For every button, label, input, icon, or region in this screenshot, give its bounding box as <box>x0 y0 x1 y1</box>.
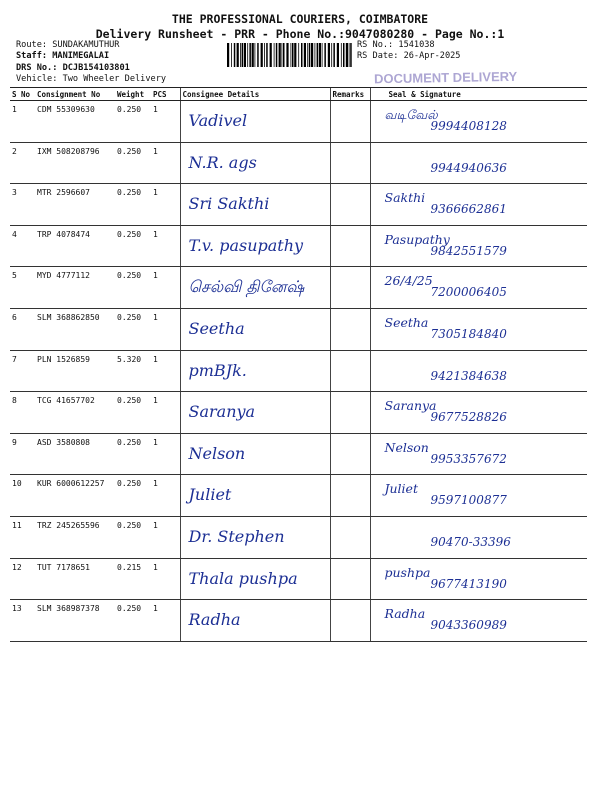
consignee-cell <box>180 267 330 309</box>
serial-number: 4 <box>10 225 35 267</box>
consignee-name-handwritten: Sri Sakthi <box>188 194 270 214</box>
signature-cell <box>370 558 587 600</box>
consignee-cell <box>180 392 330 434</box>
company-title: THE PROFESSIONAL COURIERS, COIMBATORE <box>171 12 429 26</box>
weight-value: 0.250 <box>115 225 151 267</box>
svg-text:DOCUMENT DELIVERY: DOCUMENT DELIVERY <box>373 68 518 87</box>
consignee-cell <box>180 600 330 642</box>
signature-cell <box>370 267 587 309</box>
consignee-cell <box>180 516 330 558</box>
runsheet-subtitle: Delivery Runsheet - PRR - Phone No.:9047080280 - Page No.:1 <box>95 27 505 41</box>
serial-number: 8 <box>10 392 35 434</box>
phone-handwritten: 9842551579 <box>430 243 507 258</box>
signature-cell <box>370 600 587 642</box>
phone-handwritten: 9677528826 <box>430 410 507 425</box>
weight-value: 0.250 <box>115 267 151 309</box>
drs-number: DRS No.: DCJB154103801 <box>16 63 130 73</box>
document-delivery-stamp <box>370 68 540 86</box>
signature-handwritten: Saranya <box>384 398 437 414</box>
table-row <box>10 267 587 309</box>
consignee-name-handwritten: T.v. pasupathy <box>188 235 304 255</box>
pieces-count: 1 <box>151 475 180 517</box>
consignee-name-handwritten: செல்வி தினேஷ் <box>188 277 305 297</box>
signature-cell <box>370 433 587 475</box>
phone-handwritten: 9043360989 <box>430 618 507 633</box>
serial-number: 7 <box>10 350 35 392</box>
weight-value: 0.250 <box>115 308 151 350</box>
col-header-weight: Weight <box>115 88 151 101</box>
consignment-number: TCG 41657702 <box>35 392 115 434</box>
remarks-cell <box>330 475 370 517</box>
remarks-cell <box>330 600 370 642</box>
remarks-cell <box>330 392 370 434</box>
weight-value: 0.250 <box>115 600 151 642</box>
weight-value: 0.250 <box>115 101 151 143</box>
signature-handwritten: Sakthi <box>384 190 426 206</box>
pieces-count: 1 <box>151 392 180 434</box>
rs-number: RS No.: 1541038 <box>357 40 435 50</box>
signature-handwritten: வடிவேல் <box>384 107 438 122</box>
consignment-number: SLM 368862850 <box>35 308 115 350</box>
pieces-count: 1 <box>151 142 180 184</box>
consignee-cell <box>180 101 330 143</box>
table-row <box>10 516 587 558</box>
consignee-name-handwritten: Dr. Stephen <box>188 526 285 546</box>
signature-cell <box>370 184 587 226</box>
pieces-count: 1 <box>151 225 180 267</box>
signature-cell <box>370 308 587 350</box>
weight-value: 0.215 <box>115 558 151 600</box>
consignment-number: TUT 7178651 <box>35 558 115 600</box>
remarks-cell <box>330 267 370 309</box>
signature-cell <box>370 392 587 434</box>
consignee-cell <box>180 184 330 226</box>
weight-value: 0.250 <box>115 475 151 517</box>
consignment-number: KUR 6000612257 <box>35 475 115 517</box>
phone-handwritten: 7305184840 <box>430 326 507 341</box>
signature-handwritten: Nelson <box>384 439 429 455</box>
remarks-cell <box>330 516 370 558</box>
table-row <box>10 225 587 267</box>
pieces-count: 1 <box>151 308 180 350</box>
pieces-count: 1 <box>151 267 180 309</box>
signature-handwritten: Seetha <box>384 314 429 330</box>
serial-number: 2 <box>10 142 35 184</box>
phone-handwritten: 9994408128 <box>430 119 507 133</box>
consignee-name-handwritten: Nelson <box>188 443 246 463</box>
serial-number: 11 <box>10 516 35 558</box>
signature-cell <box>370 516 587 558</box>
weight-value: 0.250 <box>115 392 151 434</box>
table-row <box>10 142 587 184</box>
weight-value: 0.250 <box>115 142 151 184</box>
pieces-count: 1 <box>151 350 180 392</box>
consignment-number: TRP 4078474 <box>35 225 115 267</box>
consignment-number: TRZ 245265596 <box>35 516 115 558</box>
phone-handwritten: 9366662861 <box>430 202 507 217</box>
consignment-number: ASD 3580808 <box>35 433 115 475</box>
signature-cell <box>370 350 587 392</box>
consignee-name-handwritten: Saranya <box>188 402 256 422</box>
phone-handwritten: 9953357672 <box>430 451 507 466</box>
col-header-remarks: Remarks <box>330 88 370 101</box>
consignee-cell <box>180 225 330 267</box>
serial-number: 12 <box>10 558 35 600</box>
col-header-signature: Seal & Signature <box>370 88 587 101</box>
signature-handwritten: Juliet <box>384 481 418 497</box>
col-header-consignment: Consignment No <box>35 88 115 101</box>
table-row <box>10 475 587 517</box>
weight-value: 0.250 <box>115 516 151 558</box>
col-header-pcs: PCS <box>151 88 180 101</box>
consignee-name-handwritten: N.R. ags <box>188 152 257 172</box>
pieces-count: 1 <box>151 433 180 475</box>
signature-cell <box>370 142 587 184</box>
consignee-name-handwritten: Seetha <box>188 318 245 338</box>
weight-value: 0.250 <box>115 184 151 226</box>
table-row <box>10 433 587 475</box>
pieces-count: 1 <box>151 184 180 226</box>
remarks-cell <box>330 350 370 392</box>
weight-value: 5.320 <box>115 350 151 392</box>
remarks-cell <box>330 558 370 600</box>
consignee-cell <box>180 433 330 475</box>
staff-label: Staff: MANIMEGALAI <box>16 51 110 61</box>
signature-handwritten: Radha <box>384 606 426 622</box>
remarks-cell <box>330 184 370 226</box>
serial-number: 6 <box>10 308 35 350</box>
consignee-name-handwritten: Juliet <box>188 485 232 505</box>
route-label: Route: SUNDAKAMUTHUR <box>16 40 120 50</box>
consignee-cell <box>180 308 330 350</box>
consignment-number: CDM 55309630 <box>35 101 115 143</box>
consignment-number: PLN 1526859 <box>35 350 115 392</box>
remarks-cell <box>330 225 370 267</box>
table-row <box>10 101 587 143</box>
table-row <box>10 558 587 600</box>
serial-number: 13 <box>10 600 35 642</box>
table-header-row <box>10 88 587 101</box>
consignee-cell <box>180 350 330 392</box>
consignee-cell <box>180 475 330 517</box>
col-header-consignee: Consignee Details <box>180 88 330 101</box>
consignee-name-handwritten: pmBJk. <box>188 360 247 380</box>
signature-cell <box>370 225 587 267</box>
serial-number: 5 <box>10 267 35 309</box>
table-row <box>10 600 587 642</box>
vehicle-label: Vehicle: Two Wheeler Delivery <box>16 74 167 84</box>
remarks-cell <box>330 142 370 184</box>
pieces-count: 1 <box>151 558 180 600</box>
table-row <box>10 308 587 350</box>
phone-handwritten: 9677413190 <box>430 576 507 591</box>
pieces-count: 1 <box>151 101 180 143</box>
consignee-cell <box>180 142 330 184</box>
table-row <box>10 392 587 434</box>
remarks-cell <box>330 433 370 475</box>
phone-handwritten: 9944940636 <box>430 160 507 175</box>
pieces-count: 1 <box>151 516 180 558</box>
table-row <box>10 350 587 392</box>
consignee-cell <box>180 558 330 600</box>
barcode-image <box>227 43 353 67</box>
serial-number: 3 <box>10 184 35 226</box>
rs-date: RS Date: 26-Apr-2025 <box>357 51 461 61</box>
remarks-cell <box>330 308 370 350</box>
signature-handwritten: pushpa <box>384 564 431 580</box>
pieces-count: 1 <box>151 600 180 642</box>
phone-handwritten: 9597100877 <box>430 493 507 508</box>
consignee-name-handwritten: Vadivel <box>188 111 248 130</box>
serial-number: 1 <box>10 101 35 143</box>
consignment-number: SLM 368987378 <box>35 600 115 642</box>
serial-number: 9 <box>10 433 35 475</box>
signature-handwritten: Pasupathy <box>384 231 450 247</box>
table-row <box>10 184 587 226</box>
consignment-number: MYD 4777112 <box>35 267 115 309</box>
signature-cell <box>370 101 587 143</box>
runsheet-table <box>10 87 587 642</box>
phone-handwritten: 9421384638 <box>430 368 507 383</box>
phone-handwritten: 7200006405 <box>430 285 507 300</box>
phone-handwritten: 90470-33396 <box>430 534 511 549</box>
serial-number: 10 <box>10 475 35 517</box>
consignee-name-handwritten: Thala pushpa <box>188 568 298 588</box>
weight-value: 0.250 <box>115 433 151 475</box>
consignee-name-handwritten: Radha <box>188 610 241 630</box>
consignment-number: IXM 508208796 <box>35 142 115 184</box>
signature-cell <box>370 475 587 517</box>
col-header-sno: S No <box>10 88 35 101</box>
signature-handwritten: 26/4/25 <box>384 273 433 289</box>
remarks-cell <box>330 101 370 143</box>
consignment-number: MTR 2596607 <box>35 184 115 226</box>
